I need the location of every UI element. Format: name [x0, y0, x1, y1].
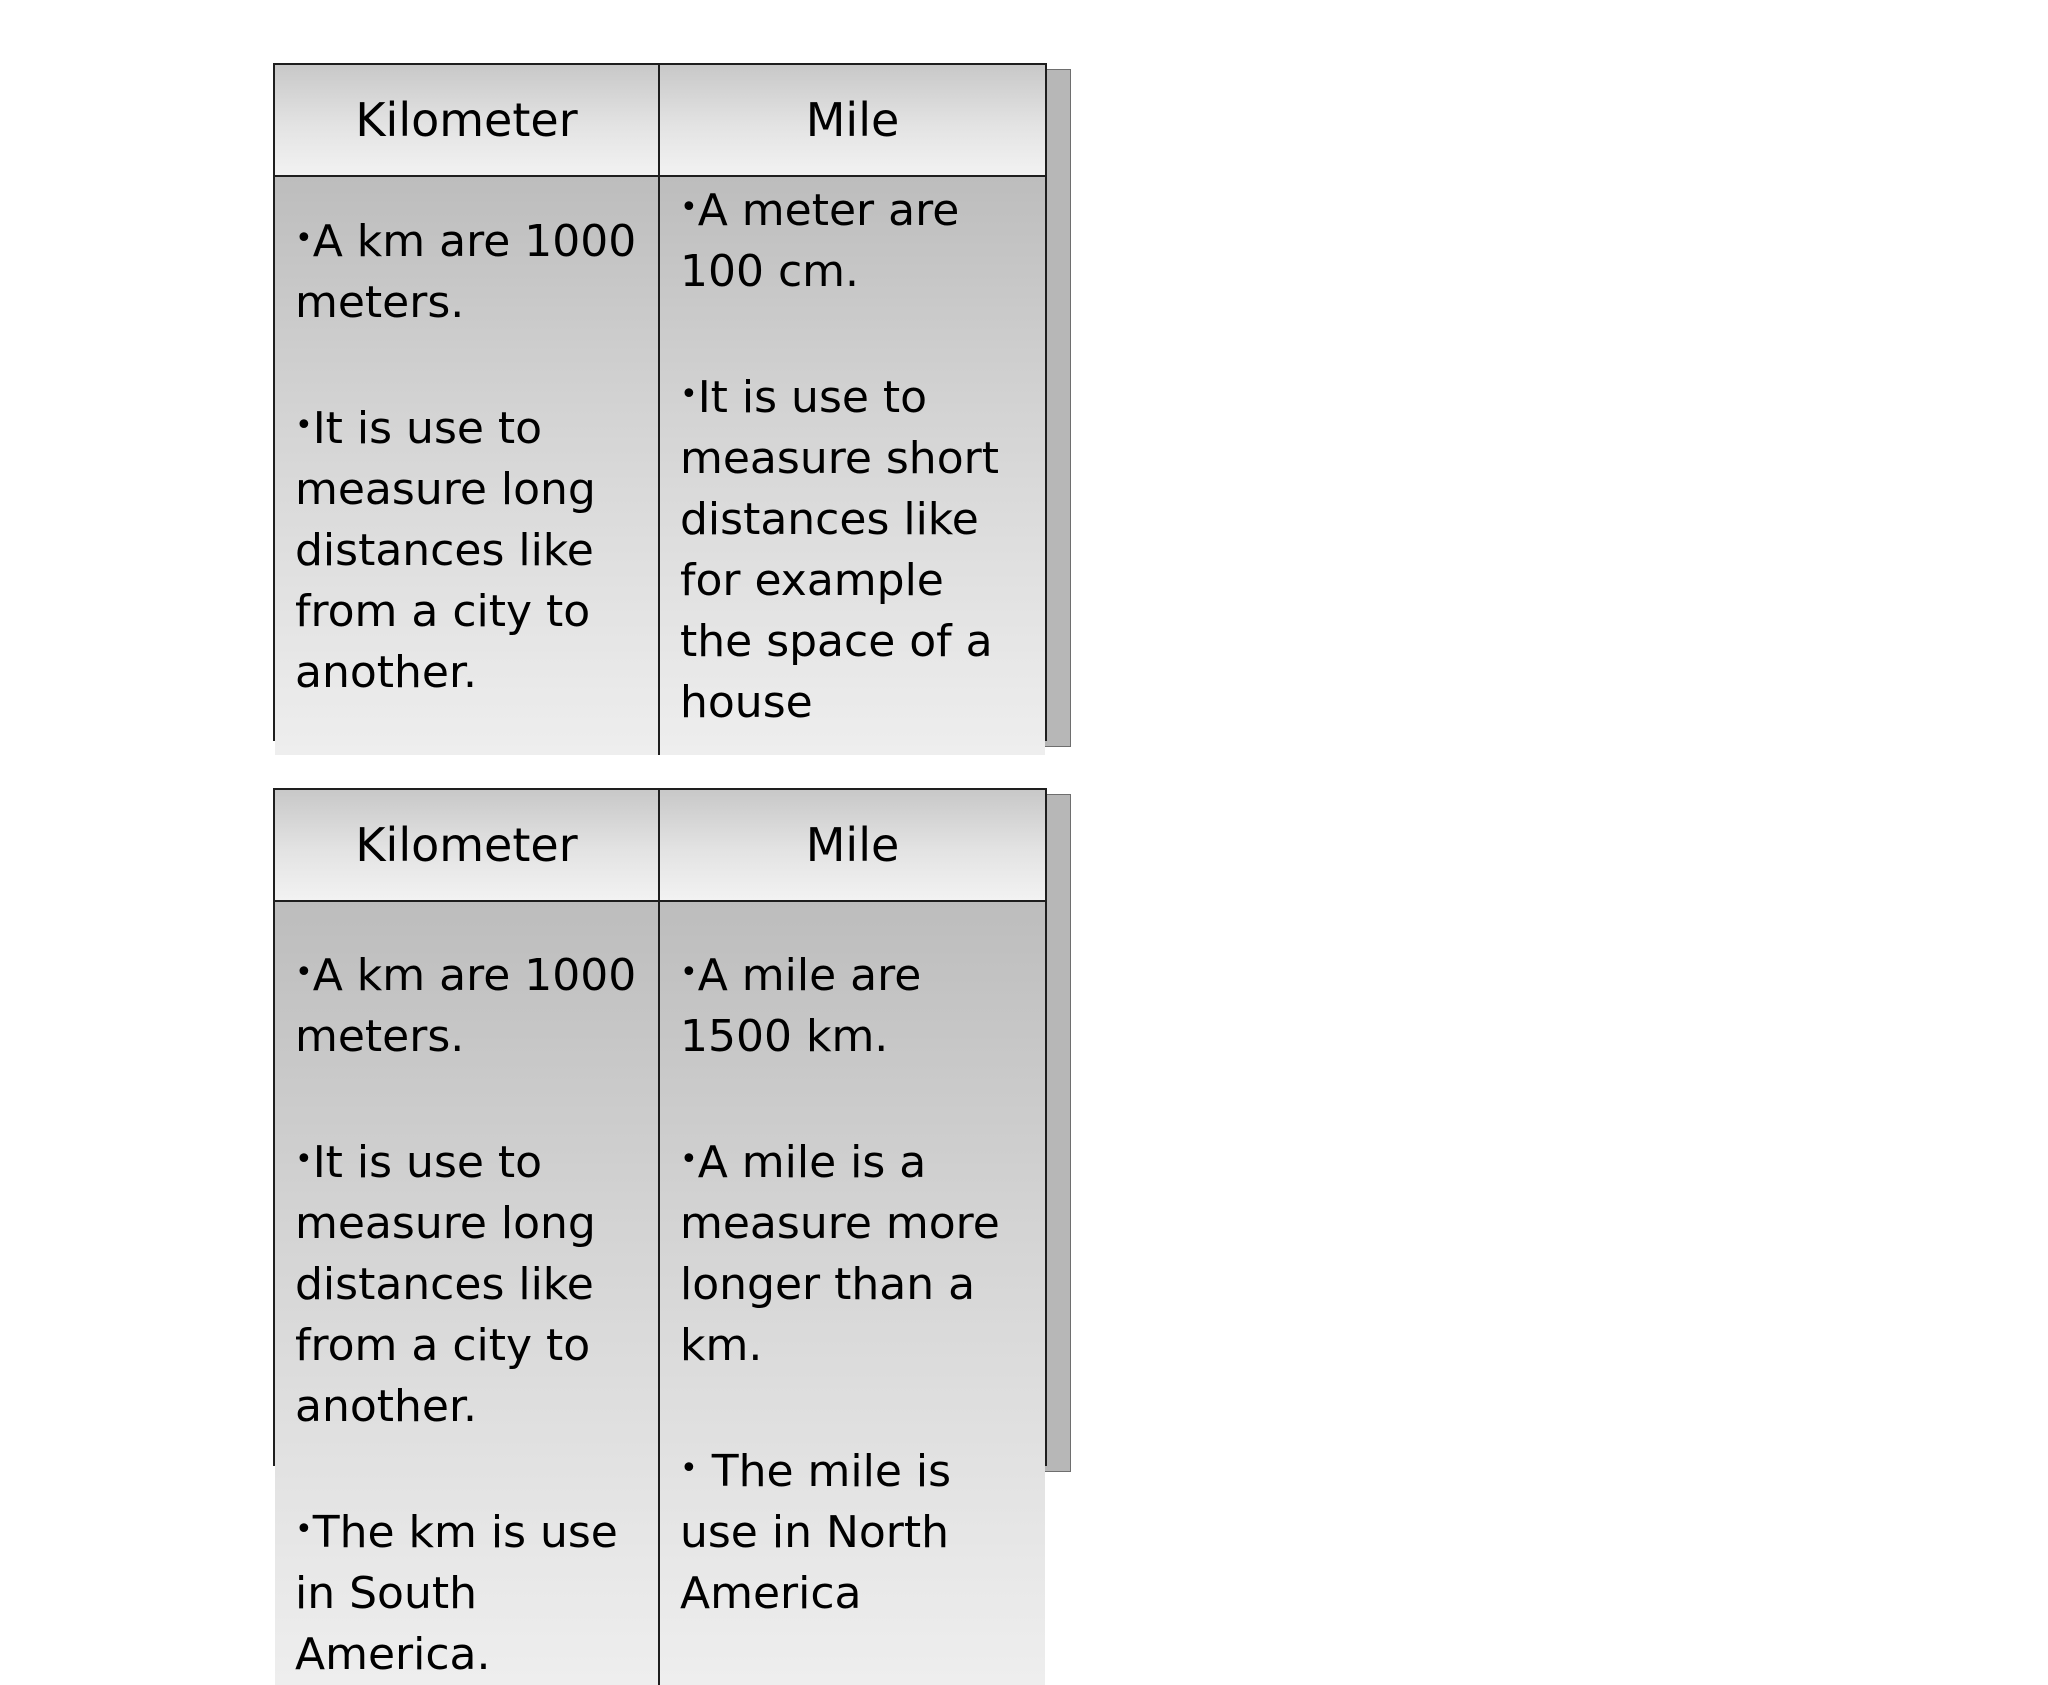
bullet-item: •The km is use in South America. — [295, 1507, 632, 1680]
bullet-item: • The mile is use in North America — [680, 1446, 966, 1619]
bullet-item: •A meter are 100 cm. — [680, 185, 974, 297]
bullet-item: •A km are 1000 meters. — [295, 950, 651, 1062]
header-kilometer — [275, 65, 660, 177]
header-kilometer — [275, 790, 660, 902]
kilometer-cell — [275, 902, 660, 1685]
header-label: Kilometer — [355, 818, 578, 872]
bullet-icon: • — [680, 955, 698, 990]
bullet-icon: • — [295, 1512, 313, 1547]
bullet-item: •It is use to measure long distances like from a city to another. — [295, 1137, 610, 1432]
mile-cell — [660, 177, 1045, 755]
bullet-item: •It is use to measure short distances like for example the space of a house — [680, 372, 1013, 728]
table-grid — [273, 788, 1047, 1680]
table-grid — [273, 63, 1047, 741]
bullet-icon: • — [295, 955, 313, 990]
bullet-item: •It is use to measure long distances like from a city to another. — [295, 402, 610, 698]
header-mile — [660, 790, 1045, 902]
bullet-icon: • — [295, 220, 313, 256]
header-label: Mile — [805, 93, 900, 147]
bullet-item: •A mile is a measure more longer than a km. — [680, 1137, 1014, 1371]
bullet-icon: • — [680, 377, 698, 412]
header-mile — [660, 65, 1045, 177]
bullet-item: •A km are 1000 meters. — [295, 215, 651, 328]
bullet-icon: • — [680, 1142, 698, 1177]
header-label: Mile — [805, 818, 900, 872]
bullet-item: •A mile are 1500 km. — [680, 950, 936, 1062]
bullet-icon: • — [680, 190, 698, 225]
comparison-table-1 — [273, 63, 1047, 741]
mile-cell — [660, 902, 1045, 1685]
bullet-icon: • — [680, 1451, 698, 1486]
bullet-icon: • — [295, 407, 313, 443]
header-label: Kilometer — [355, 93, 578, 147]
bullet-icon: • — [295, 1142, 313, 1177]
comparison-table-2 — [273, 788, 1047, 1680]
kilometer-cell — [275, 177, 660, 755]
